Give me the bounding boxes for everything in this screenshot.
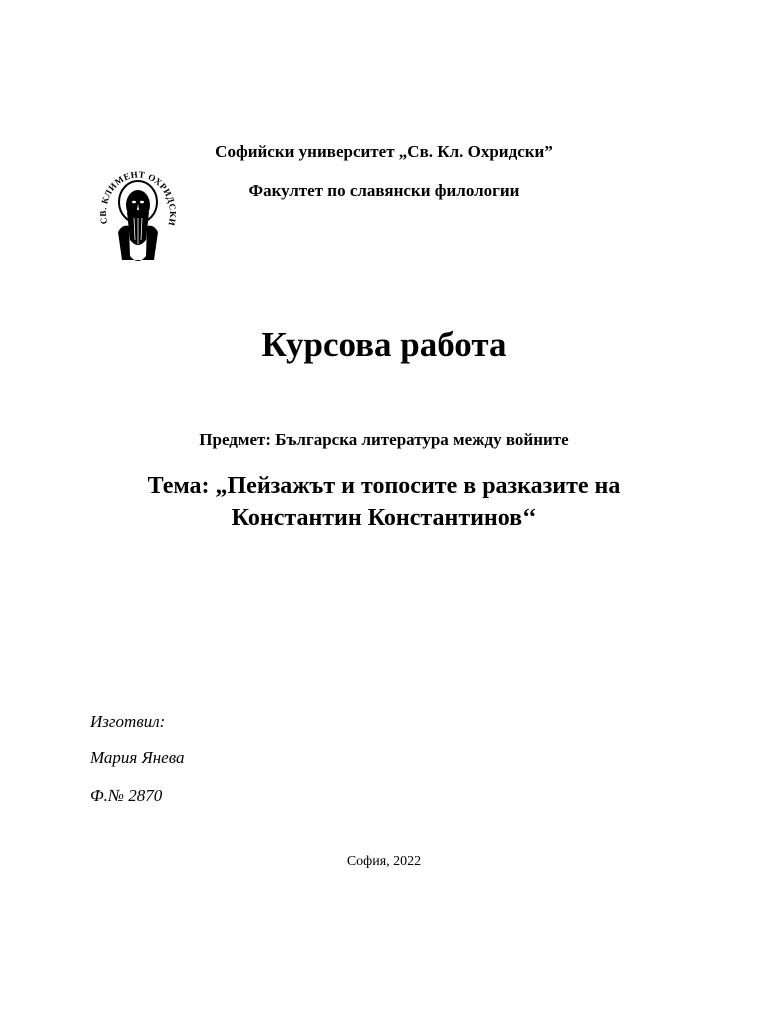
document-title: Курсова работа <box>261 325 507 364</box>
author-name: Мария Янева <box>90 748 185 767</box>
topic-block <box>0 470 768 534</box>
university-name: Софийски университет „Св. Кл. Охридски” <box>215 142 553 161</box>
topic-line-2: Константин Константинов‘‘ <box>231 505 537 531</box>
subject-line: Предмет: Българска литература между войните <box>199 430 569 449</box>
topic-line-1: Тема: „Пейзажът и топосите в разказите на <box>147 473 621 499</box>
faculty-name: Факултет по славянски филологии <box>248 181 520 200</box>
seal-text: СВ. КЛИМЕНТ ОХРИДСКИ <box>97 169 179 228</box>
faculty-number: Ф.№ 2870 <box>90 786 163 805</box>
prepared-by-label: Изготвил: <box>90 712 166 731</box>
place-and-date: София, 2022 <box>346 854 422 869</box>
university-seal-logo <box>96 160 180 270</box>
